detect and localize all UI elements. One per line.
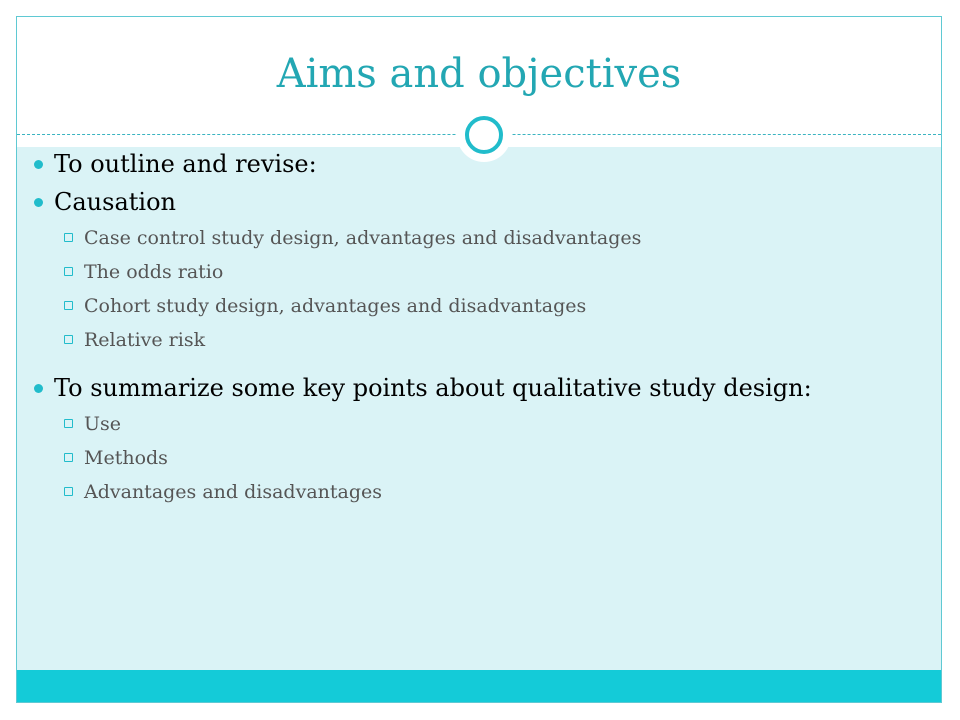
bullet-list	[34, 150, 894, 514]
sub-bullet-group	[34, 412, 894, 504]
hollow-square-bullet-icon	[64, 267, 73, 276]
footer-bar	[17, 670, 941, 702]
sub-bullet-item	[34, 412, 894, 436]
sub-bullet-text: Advantages and disadvantages	[84, 481, 383, 503]
bullet-text: To summarize some key points about qualitative study design:	[54, 374, 812, 402]
bullet-item	[34, 150, 894, 179]
sub-bullet-text: Use	[84, 413, 122, 435]
hollow-square-bullet-icon	[64, 419, 73, 428]
filled-circle-bullet-icon	[34, 384, 43, 393]
bullet-item	[34, 374, 894, 403]
sub-bullet-item	[34, 260, 894, 284]
sub-bullet-text: Cohort study design, advantages and disadvantages	[84, 295, 587, 317]
sub-bullet-item	[34, 294, 894, 318]
hollow-square-bullet-icon	[64, 301, 73, 310]
hollow-square-bullet-icon	[64, 233, 73, 242]
bullet-item	[34, 188, 894, 217]
sub-bullet-text: The odds ratio	[84, 261, 224, 283]
sub-bullet-text: Case control study design, advantages and disadvantages	[84, 227, 642, 249]
hollow-square-bullet-icon	[64, 335, 73, 344]
filled-circle-bullet-icon	[34, 198, 43, 207]
sub-bullet-group	[34, 226, 894, 352]
sub-bullet-item	[34, 446, 894, 470]
sub-bullet-item	[34, 226, 894, 250]
hollow-square-bullet-icon	[64, 453, 73, 462]
sub-bullet-text: Methods	[84, 447, 168, 469]
hollow-square-bullet-icon	[64, 487, 73, 496]
sub-bullet-text: Relative risk	[84, 329, 206, 351]
sub-bullet-item	[34, 480, 894, 504]
sub-bullet-item	[34, 328, 894, 352]
bullet-text: To outline and revise:	[54, 150, 317, 178]
slide-title: Aims and objectives	[276, 51, 682, 97]
ring-icon	[464, 115, 504, 155]
bullet-text: Causation	[54, 188, 176, 216]
filled-circle-bullet-icon	[34, 160, 43, 169]
